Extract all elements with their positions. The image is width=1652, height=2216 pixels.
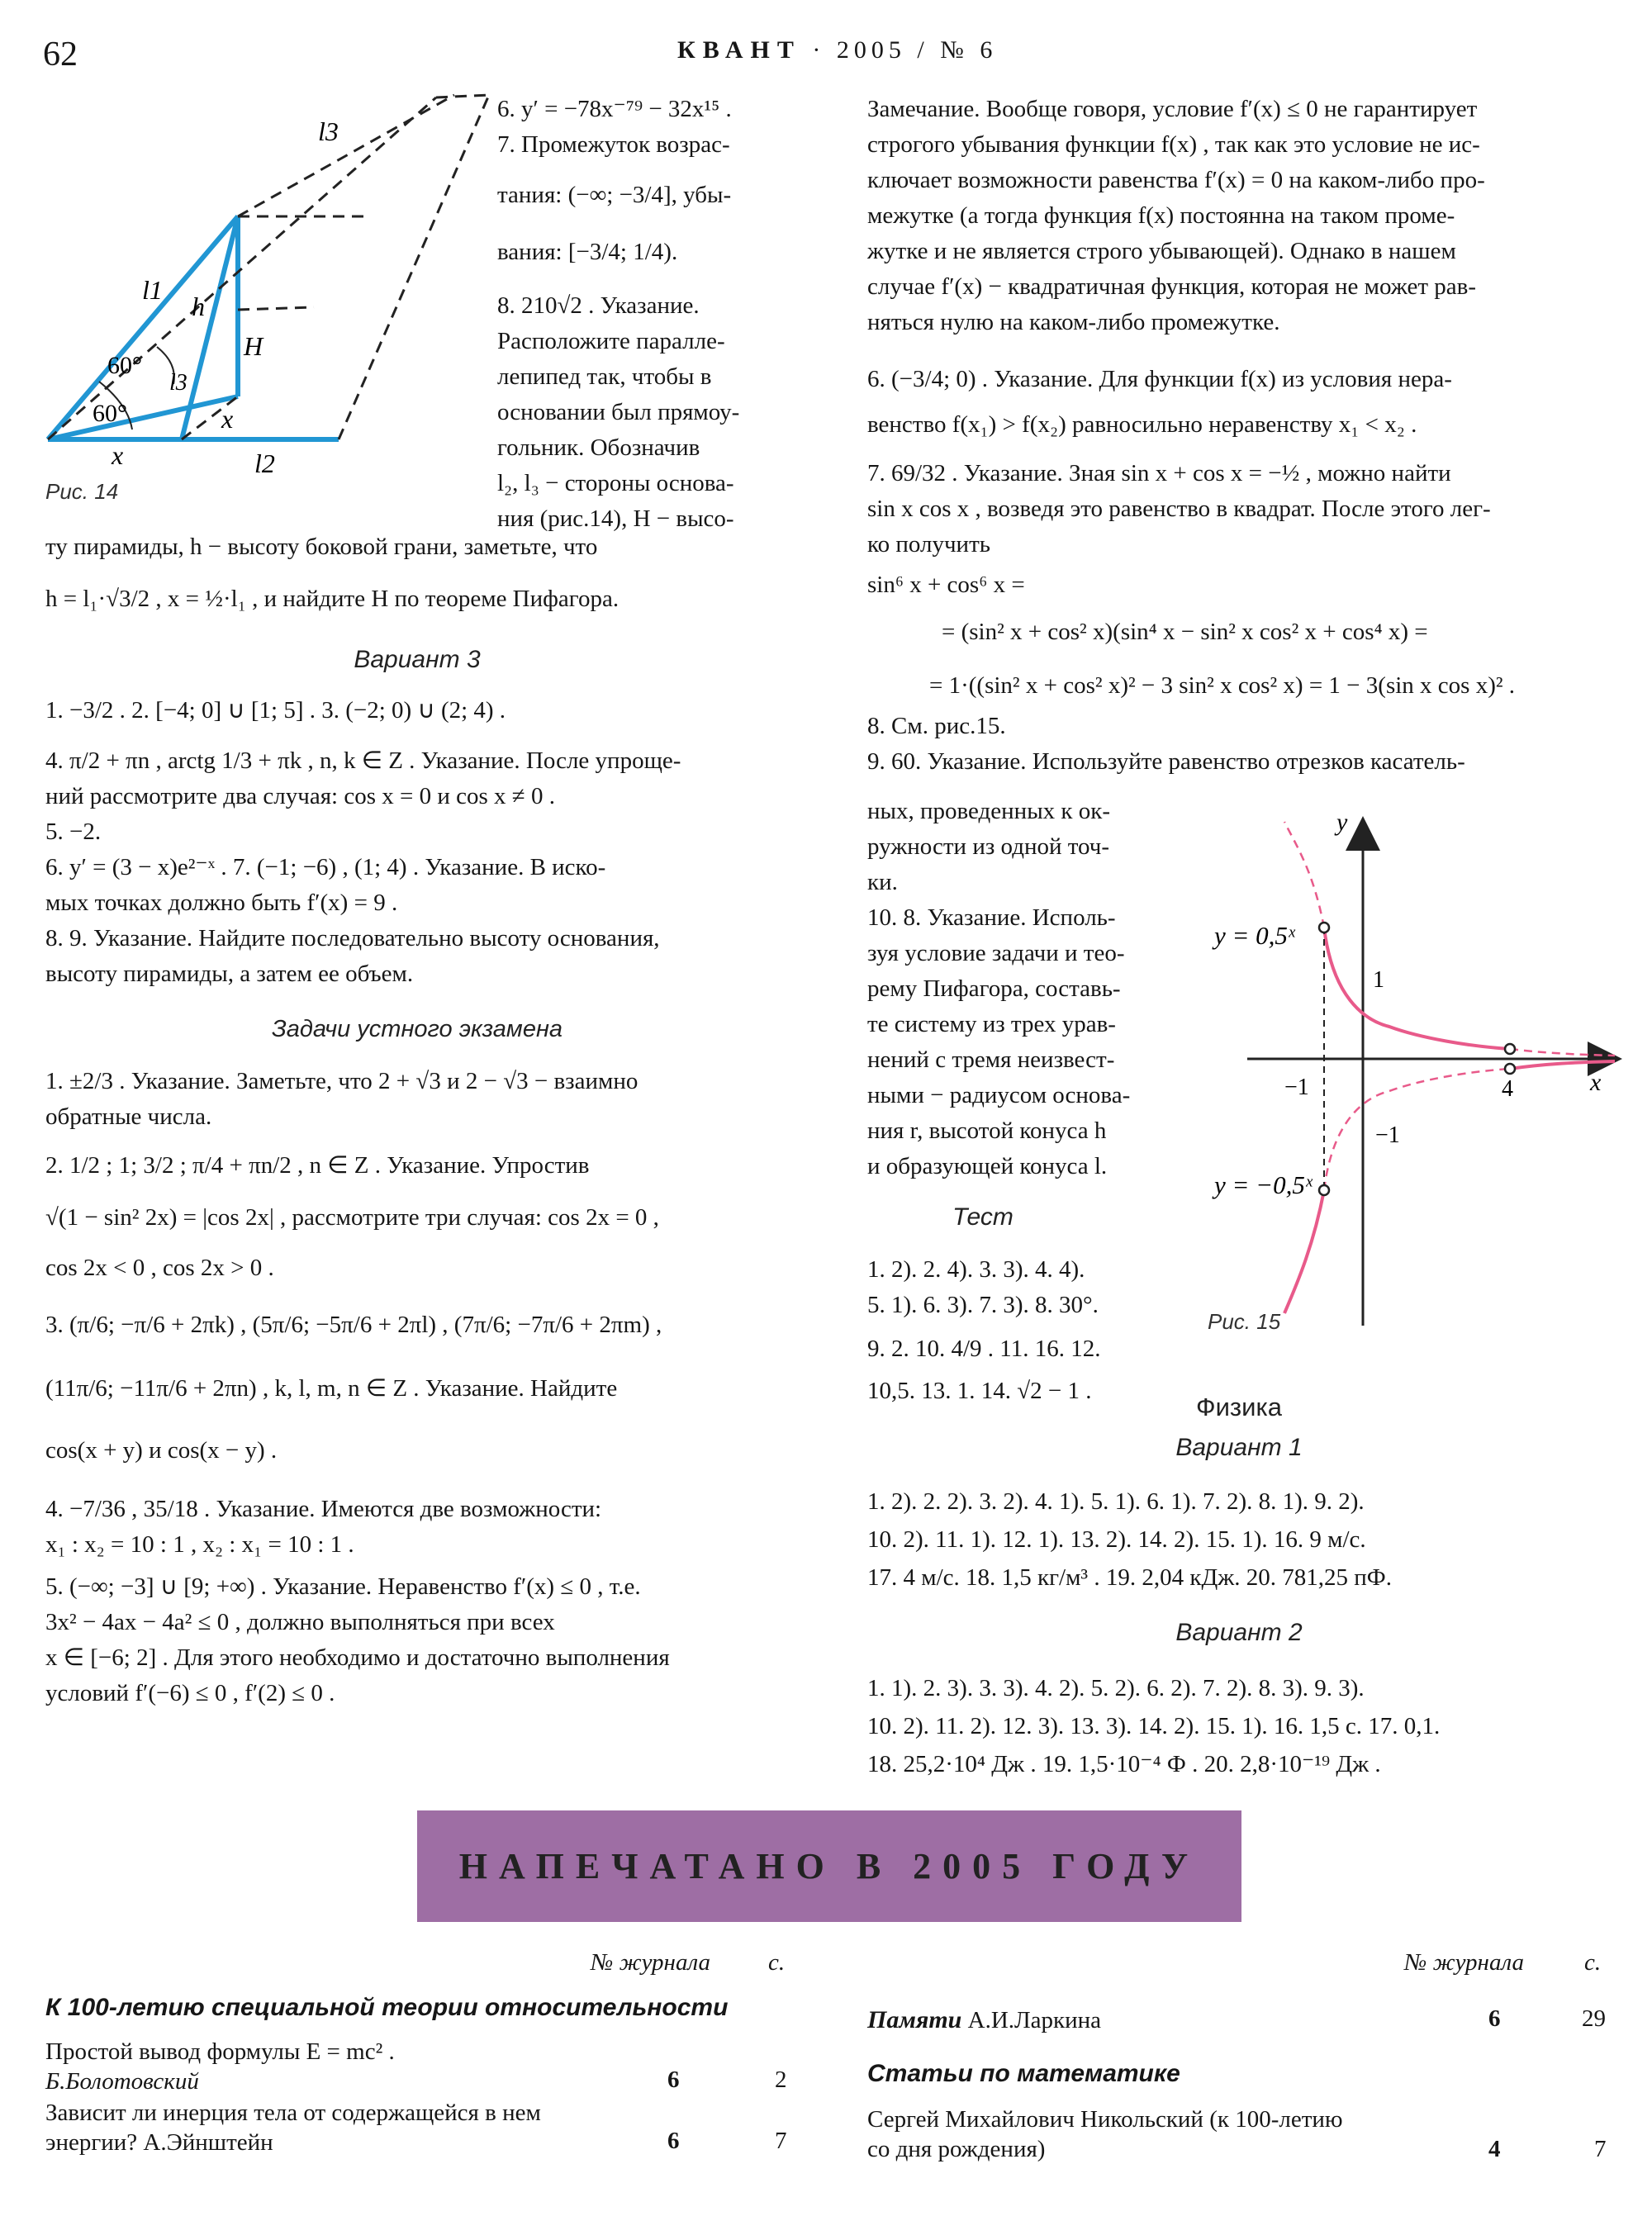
toc-entry-line: Зависит ли инерция тела от содержащейся в нем xyxy=(45,2100,541,2126)
toc-entry-line: Простой вывод формулы E = mc² . xyxy=(45,2038,395,2065)
fig14-label-h: h xyxy=(192,292,205,321)
fig14-caption: Рис. 14 xyxy=(45,479,119,504)
text-line: 5. −2. xyxy=(45,819,102,845)
figure-15 xyxy=(1198,805,1635,1350)
toc-right-section: Статьи по математике xyxy=(867,2060,1180,2087)
toc-entry-line: энергии? А.Эйнштейн xyxy=(45,2129,273,2156)
text-line: 8. 9. Указание. Найдите последовательно высоту основания, xyxy=(45,925,660,951)
fig14-label-l1: l1 xyxy=(142,275,163,305)
phys-v2 xyxy=(867,1672,1627,1783)
text-line: 4. −7/36 , 35/18 . Указание. Имеются две возможности: xyxy=(45,1496,602,1522)
phys-v1 xyxy=(867,1485,1627,1597)
text-line: 6. (−3/4; 0) . Указание. Для функции f(x) из условия нера- xyxy=(867,366,1452,392)
text-line: (11π/6; −11π/6 + 2πn) , k, l, m, n ∈ Z . Указание. Найдите xyxy=(45,1375,618,1402)
fig15-label-lower: y = −0,5ˣ xyxy=(1214,1170,1313,1199)
text-line: те систему из трех урав- xyxy=(867,1011,1116,1037)
toc-entry-line: Сергей Михайлович Никольский (к 100-летию xyxy=(867,2106,1343,2133)
toc-entry-page: 7 xyxy=(1594,2136,1607,2162)
col2-top xyxy=(867,93,1619,781)
text-line: случае f′(x) − квадратичная функция, которая не может рав- xyxy=(867,273,1476,300)
toc-entry-line: Б.Болотовский xyxy=(45,2068,199,2095)
banner-title: НАПЕЧАТАНО В 2005 ГОДУ xyxy=(458,1846,1200,1886)
text-line: 8. См. рис.15. xyxy=(867,713,1006,739)
text-line: условий f′(−6) ≤ 0 , f′(2) ≤ 0 . xyxy=(45,1680,335,1706)
col1-beside-figure xyxy=(497,93,828,538)
text-line: 8. 210√2 . Указание. xyxy=(497,292,700,319)
fig14-label-angle-a: 60° xyxy=(107,352,142,379)
text-line: h = l₁·√3/2 , x = ½·l₁ , и найдите H по теореме Пифагора. xyxy=(45,586,620,612)
banner xyxy=(417,1810,1241,1922)
toc-left-header-page: с. xyxy=(768,1949,786,1976)
fig15-curve-lower xyxy=(1284,1190,1324,1313)
text-line: cos 2x < 0 , cos 2x > 0 . xyxy=(45,1255,274,1281)
col2-narrow xyxy=(867,795,1198,1410)
oral-title: Задачи устного экзамена xyxy=(271,1016,563,1042)
variant3-title: Вариант 3 xyxy=(354,646,481,673)
text-line: 7. 69/32 . Указание. Зная sin x + cos x = −½ , можно найти xyxy=(867,460,1451,486)
text-line: = (sin² x + cos² x)(sin⁴ x − sin² x cos² x + cos⁴ x) = xyxy=(942,619,1428,645)
fig15-label-minus-one-x: −1 xyxy=(1284,1075,1309,1100)
text-line: 9. 2. 10. 4/9 . 11. 16. 12. xyxy=(867,1336,1101,1362)
text-line: l₂, l₃ − стороны основа- xyxy=(497,470,734,496)
col1-main xyxy=(45,530,789,1712)
toc-right-header-page: с. xyxy=(1584,1949,1602,1976)
text-line: = 1·((sin² x + cos² x)² − 3 sin² x cos² x) = 1 − 3(sin x cos x)² . xyxy=(929,672,1516,699)
text-line: ний рассмотрите два случая: cos x = 0 и cos x ≠ 0 . xyxy=(45,783,555,809)
fig14-label-x2: x xyxy=(112,440,124,470)
text-line: 2. 1/2 ; 1; 3/2 ; π/4 + πn/2 , n ∈ Z . Указание. Упростив xyxy=(45,1152,590,1179)
text-line: лепипед так, чтобы в xyxy=(497,363,712,390)
text-line: 5. 1). 6. 3). 7. 3). 8. 30°. xyxy=(867,1292,1099,1318)
text-line: 1. 2). 2. 4). 3. 3). 4. 4). xyxy=(867,1256,1085,1283)
text-line: вания: [−3/4; 1/4). xyxy=(497,239,678,265)
text-line: 7. Промежуток возрас- xyxy=(497,131,730,158)
text-line: x₁ : x₂ = 10 : 1 , x₂ : x₁ = 10 : 1 . xyxy=(45,1531,354,1558)
text-line: 3. (π/6; −π/6 + 2πk) , (5π/6; −5π/6 + 2πl) , (7π/6; −7π/6 + 2πm) , xyxy=(45,1312,662,1338)
text-line: ключает возможности равенства f′(x) = 0 на каком-либо про- xyxy=(867,167,1485,193)
toc-entry-issue: 4 xyxy=(1488,2136,1501,2162)
text-line: sin⁶ x + cos⁶ x = xyxy=(867,572,1025,598)
text-line: мых точках должно быть f′(x) = 9 . xyxy=(45,890,398,916)
toc-entry-line: со дня рождения) xyxy=(867,2136,1046,2162)
text-line: 5. (−∞; −3] ∪ [9; +∞) . Указание. Неравенство f′(x) ≤ 0 , т.е. xyxy=(45,1573,641,1600)
fig15-curve-upper xyxy=(1324,928,1510,1049)
text-line: венство f(x₁) > f(x₂) равносильно неравенству x₁ < x₂ . xyxy=(867,411,1417,438)
text-line: 10. 8. Указание. Исполь- xyxy=(867,904,1116,931)
fig15-open-point xyxy=(1505,1044,1515,1054)
toc-memory-page: 29 xyxy=(1582,2005,1606,2032)
text-line: cos(x + y) и cos(x − y) . xyxy=(45,1437,278,1464)
toc-right-header-issue: № журнала xyxy=(1404,1949,1524,1976)
text-line: няться нулю на каком-либо промежутке. xyxy=(867,309,1280,335)
fig15-label-x: x xyxy=(1590,1069,1602,1096)
fig15-open-point xyxy=(1319,1185,1329,1195)
text-line: 10. 2). 11. 2). 12. 3). 13. 3). 14. 2). 15. 1). 16. 1,5 с. 17. 0,1. xyxy=(867,1713,1441,1739)
fig15-label-four: 4 xyxy=(1502,1076,1513,1102)
figure-14 xyxy=(33,83,496,512)
fig15-label-upper: y = 0,5ˣ xyxy=(1214,921,1295,950)
text-line: ния (рис.14), H − высо- xyxy=(497,505,734,532)
running-header xyxy=(677,36,997,64)
toc-memory-label: Памяти xyxy=(867,2006,962,2033)
text-line: 1. −3/2 . 2. [−4; 0] ∪ [1; 5] . 3. (−2; 0) ∪ (2; 4) . xyxy=(45,697,506,724)
phys-v1-title: Вариант 1 xyxy=(1175,1434,1303,1461)
text-line: ко получить xyxy=(867,531,990,558)
text-line: 6. y′ = (3 − x)e²⁻ˣ . 7. (−1; −6) , (1; 4) . Указание. В иско- xyxy=(45,854,606,880)
text-line: ружности из одной точ- xyxy=(867,833,1110,860)
test-title: Тест xyxy=(952,1203,1014,1231)
text-line: ту пирамиды, h − высоту боковой грани, заметьте, что xyxy=(45,534,598,560)
fig15-label-one: 1 xyxy=(1373,967,1384,993)
text-line: тания: (−∞; −3/4], убы- xyxy=(497,182,732,208)
toc-memory-entry xyxy=(867,2005,1101,2035)
text-line: зуя условие задачи и тео- xyxy=(867,940,1125,966)
fig15-curve-lower-dashed xyxy=(1324,1069,1510,1190)
text-line: 10,5. 13. 1. 14. √2 − 1 . xyxy=(867,1378,1092,1404)
toc-left-header-issue: № журнала xyxy=(591,1949,710,1976)
text-line: жутке и не является строго убывающей). Однако в нашем xyxy=(867,238,1456,264)
fig14-label-angle-b: 60° xyxy=(93,400,127,427)
text-line: Расположите паралле- xyxy=(497,328,725,354)
fig15-caption: Рис. 15 xyxy=(1208,1309,1281,1334)
text-line: ными − радиусом основа- xyxy=(867,1082,1131,1108)
text-line: 4. π/2 + πn , arctg 1/3 + πk , n, k ∈ Z . Указание. После упроще- xyxy=(45,747,681,774)
toc-entry-issue: 6 xyxy=(667,2067,680,2093)
fig15-open-point xyxy=(1505,1064,1515,1074)
toc-entry xyxy=(867,2104,1446,2164)
issue-label: · 2005 / № 6 xyxy=(812,36,998,64)
page-number: 62 xyxy=(43,36,78,74)
fig14-label-l3-top: l3 xyxy=(318,116,339,146)
text-line: обратные числа. xyxy=(45,1103,212,1130)
fig14-label-l2: l2 xyxy=(254,448,275,478)
fig15-label-y: y xyxy=(1336,809,1348,836)
text-line: межутке (а тогда функция f(x) постоянна на таком проме- xyxy=(867,202,1455,229)
physics-title: Физика xyxy=(1196,1393,1282,1421)
text-line: строгого убывания функции f(x) , так как это условие не ис- xyxy=(867,131,1480,158)
text-line: 6. y′ = −78x⁻⁷⁹ − 32x¹⁵ . xyxy=(497,96,732,122)
toc-entry-page: 7 xyxy=(775,2128,787,2154)
toc-memory-issue: 6 xyxy=(1488,2005,1501,2032)
text-line: нений с тремя неизвест- xyxy=(867,1046,1115,1073)
text-line: ных, проведенных к ок- xyxy=(867,798,1111,824)
text-line: высоту пирамиды, а затем ее объем. xyxy=(45,961,414,987)
text-line: ки. xyxy=(867,869,898,895)
text-line: Замечание. Вообще говоря, условие f′(x) ≤ 0 не гарантирует xyxy=(867,96,1478,122)
toc-entry-issue: 6 xyxy=(667,2128,680,2154)
text-line: 3x² − 4ax − 4a² ≤ 0 , должно выполняться при всех xyxy=(45,1609,555,1635)
text-line: ния r, высотой конуса h xyxy=(867,1117,1107,1144)
text-line: √(1 − sin² 2x) = |cos 2x| , рассмотрите три случая: cos 2x = 0 , xyxy=(45,1204,659,1231)
text-line: 10. 2). 11. 1). 12. 1). 13. 2). 14. 2). 15. 1). 16. 9 м/с. xyxy=(867,1526,1366,1553)
fig15-open-point xyxy=(1319,923,1329,932)
text-line: 1. 1). 2. 3). 3. 3). 4. 2). 5. 2). 6. 2). 7. 2). 8. 3). 9. 3). xyxy=(867,1675,1365,1701)
toc-entry-page: 2 xyxy=(775,2067,787,2093)
fig14-label-H: H xyxy=(244,331,263,361)
text-line: 17. 4 м/с. 18. 1,5 кг/м³ . 19. 2,04 кДж. 20. 781,25 пФ. xyxy=(867,1564,1392,1591)
fig15-label-minus-one-y: −1 xyxy=(1375,1122,1400,1148)
text-line: 18. 25,2·10⁴ Дж . 19. 1,5·10⁻⁴ Ф . 20. 2,8·10⁻¹⁹ Дж . xyxy=(867,1751,1381,1777)
fig14-label-l3: l3 xyxy=(169,370,188,396)
text-line: основании был прямоу- xyxy=(497,399,740,425)
text-line: рему Пифагора, составь- xyxy=(867,975,1121,1002)
toc-entry xyxy=(45,2098,640,2157)
journal-name: КВАНТ xyxy=(677,36,801,64)
phys-v2-title: Вариант 2 xyxy=(1175,1619,1303,1646)
text-line: 9. 60. Указание. Используйте равенство отрезков касатель- xyxy=(867,748,1465,775)
text-line: 1. 2). 2. 2). 3. 2). 4. 1). 5. 1). 6. 1). 7. 2). 8. 1). 9. 2). xyxy=(867,1488,1365,1515)
toc-left-section: К 100-летию специальной теории относительности xyxy=(45,1994,729,2021)
text-line: 1. ±2/3 . Указание. Заметьте, что 2 + √3 и 2 − √3 − взаимно xyxy=(45,1068,638,1094)
toc-entry xyxy=(45,2037,640,2096)
text-line: sin x cos x , возведя это равенство в квадрат. После этого лег- xyxy=(867,496,1491,522)
text-line: гольник. Обозначив xyxy=(497,434,700,461)
fig14-label-x: x xyxy=(221,404,234,434)
text-line: x ∈ [−6; 2] . Для этого необходимо и достаточно выполнения xyxy=(45,1644,670,1671)
text-line: и образующей конуса l. xyxy=(867,1153,1108,1179)
toc-memory-name: А.И.Ларкина xyxy=(967,2007,1102,2033)
